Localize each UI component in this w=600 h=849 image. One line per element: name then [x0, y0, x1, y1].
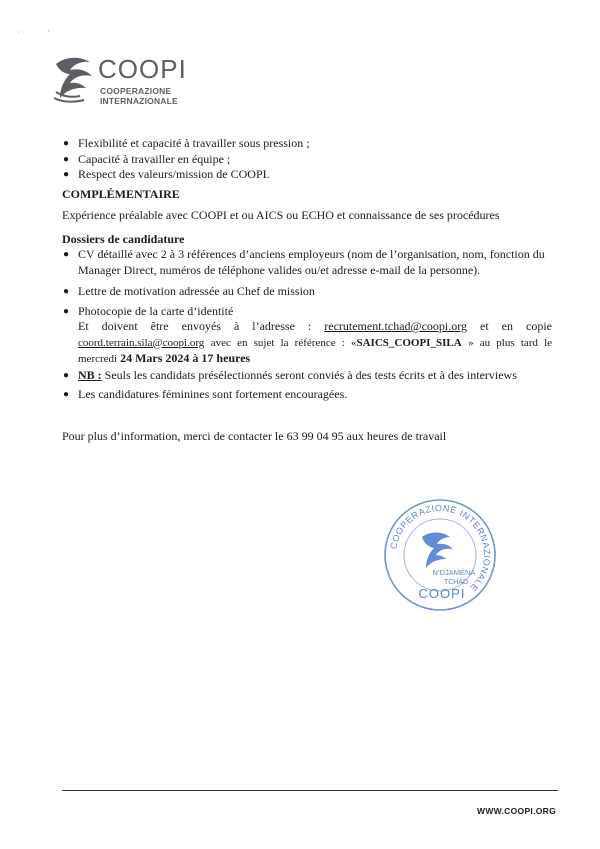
list-item — [62, 247, 552, 278]
list-item — [62, 368, 552, 384]
bullet-icon: ● — [63, 153, 70, 165]
bullet-icon: ● — [63, 389, 70, 400]
bullet-icon: ● — [63, 369, 70, 381]
dossiers-heading: Dossiers de candidature — [62, 231, 185, 246]
scan-speck: · · — [18, 28, 26, 37]
list-item — [62, 284, 552, 300]
photocopie-requirement: Photocopie de la carte d’identité — [78, 303, 234, 318]
dossiers-list — [62, 247, 552, 403]
scan-speck: , — [48, 24, 50, 33]
logo-subtitle-2: INTERNAZIONALE — [100, 96, 178, 106]
list-item — [62, 304, 552, 368]
list-item: ● Capacité à travailler en équipe ; — [63, 151, 231, 166]
stamp-country: TCHAD — [443, 579, 469, 586]
cv-requirement: CV détaillé avec 2 à 3 références d’anciens employeurs (nom de l’organisation, nom, fonction du Manager Direct, numéros de téléphone valides ou/et adresse e-mail de la personne). — [78, 247, 545, 277]
stamp-brand: COOPI — [418, 586, 466, 601]
email-link-coord[interactable]: coord.terrain.sila@coopi.org — [78, 336, 205, 349]
contact-info: Pour plus d’information, merci de contacter le 63 99 04 95 aux heures de travail — [62, 428, 447, 443]
coopi-stamp — [382, 497, 498, 613]
email-link-recrutement[interactable]: recrutement.tchad@coopi.org — [324, 319, 468, 333]
footer-divider — [62, 790, 558, 791]
logo-subtitle-1: COOPERAZIONE — [100, 86, 172, 96]
nb-label: NB : — [78, 367, 102, 382]
lettre-requirement: Lettre de motivation adressée au Chef de mission — [78, 284, 315, 298]
complementaire-heading: COMPLÉMENTAIRE — [62, 186, 180, 201]
complementaire-text: Expérience préalable avec COOPI et ou AICS ou ECHO et connaissance de ses procédures — [62, 208, 500, 222]
bullet-icon: ● — [63, 305, 70, 317]
stamp-city: N’DJAMÉNA — [432, 568, 476, 577]
bullet-icon: ● — [63, 286, 70, 297]
list-item: ● Respect des valeurs/mission de COOPI. — [63, 167, 270, 181]
swallow-logo-icon — [52, 52, 100, 106]
coopi-logo — [52, 52, 202, 112]
list-item: ● Flexibilité et capacité à travailler sous pression ; — [63, 136, 310, 150]
footer-website[interactable]: WWW.COOPI.ORG — [477, 806, 556, 816]
feminines-note: Les candidatures féminines sont fortement encouragées. — [78, 387, 348, 401]
deadline: 24 Mars 2024 à 17 heures — [120, 351, 251, 365]
bullet-icon: ● — [63, 138, 70, 149]
list-item — [62, 387, 552, 403]
qualities-list — [62, 136, 552, 183]
document-body — [62, 136, 552, 444]
nb-text: Seuls les candidats présélectionnés seront conviés à des tests écrits et à des interviews — [104, 367, 517, 382]
stamp-ring-text: COOPERAZIONE INTERNAZIONALE — [388, 502, 493, 594]
reference-code: SAICS_COOPI_SILA — [356, 336, 462, 349]
stamp-swallow-icon — [422, 533, 453, 569]
bullet-icon: ● — [63, 169, 70, 180]
logo-name: COOPI — [98, 54, 187, 84]
bullet-icon: ● — [63, 249, 70, 260]
submission-instructions: Et doivent être envoyés à l’adresse : recrutement.tchad@coopi.org et en copie coord.terrain.sila@coopi.org avec en sujet la référence : «SAICS_COOPI_SILA » au plus tard le mercredi 24 Mars 2024 à 17 heures — [78, 319, 553, 365]
